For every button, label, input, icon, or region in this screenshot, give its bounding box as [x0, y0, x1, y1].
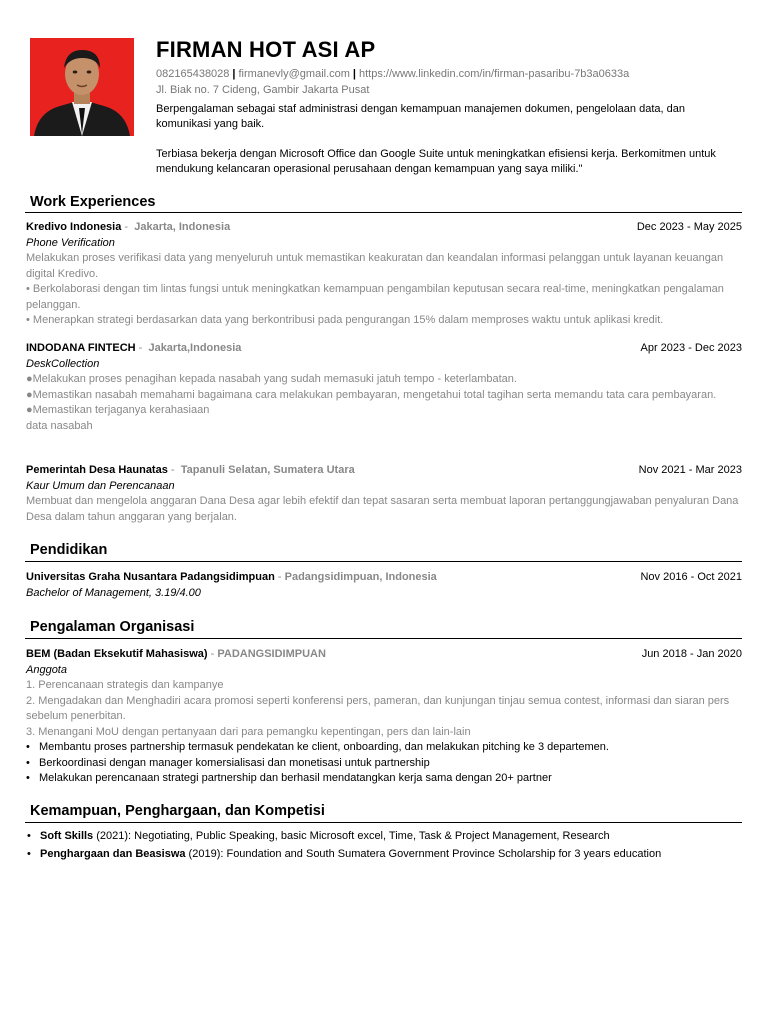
- section-title-education: Pendidikan: [30, 542, 108, 558]
- education-dates: Nov 2016 - Oct 2021: [640, 571, 742, 583]
- section-divider: [25, 561, 742, 562]
- job-location: Jakarta,Indonesia: [148, 342, 242, 354]
- skill-year: (2019):: [185, 848, 227, 860]
- section-title-work: Work Experiences: [30, 194, 156, 210]
- list-item: • Melakukan perencanaan strategi partnership dan berhasil mendatangkan kerja sama dengan 20+ partner: [38, 771, 742, 787]
- list-item: • Berkoordinasi dengan manager komersialisasi dan monetisasi untuk partnership: [38, 756, 742, 772]
- job-location: Tapanuli Selatan, Sumatera Utara: [180, 464, 355, 476]
- summary-paragraph: Terbiasa bekerja dengan Microsoft Office dan Google Suite untuk meningkatkan efisiensi kerja. Berkomitmen untuk mendukung kelancaran operasional perusahaan dengan kemampuan yang saya miliki.": [156, 148, 716, 175]
- job-dates: Dec 2023 - May 2025: [636, 221, 742, 233]
- organization-description-line: 3. Menangani MoU dengan pertanyaan dari para pemangku kepentingan, pers dan lain-lain: [26, 725, 471, 738]
- skill-text: Negotiating, Public Speaking, basic Microsoft excel, Time, Task & Project Management, Research: [134, 830, 610, 842]
- list-item: • Membantu proses partnership termasuk pendekatan ke client, onboarding, dan melakukan pitching ke 3 departemen.: [38, 740, 742, 756]
- job-description-line: ●Melakukan proses penagihan kepada nasabah yang sudah memasuki jatuh tempo - keterlambatan.: [26, 373, 517, 385]
- job-entry: Pemerintah Desa Haunatas - Tapanuli Selatan, Sumatera Utara Nov 2021 - Mar 2023 Kaur Umum dan Perencanaan Membuat dan mengelola anggaran Dana Desa agar lebih efektif dan tepat sasaran serta membuat laporan pertanggungjawaban penyaluran Dana Desa dalam tahun anggaran yang berjalan.: [26, 463, 742, 525]
- job-location: Jakarta, Indonesia: [134, 221, 231, 233]
- organization-description-line: 2. Mengadakan dan Menghadiri acara promosi seperti konferensi pers, pameran, dan kunjungan tinjau semua contest, informasi dan siaran pers sebelum penerbitan.: [26, 694, 730, 722]
- separator: |: [232, 68, 236, 80]
- job-entry: Kredivo Indonesia - Jakarta, Indonesia Dec 2023 - May 2025 Phone Verification Melakukan proses verifikasi data yang menyeluruh untuk memastikan keakuratan dan keandalan informasi pelanggan untuk layanan keuangan digital Kredivo. • Berkolaborasi dengan tim lintas fungsi untuk meningkatkan kemampuan pengambilan keputusan secara real-time, meningkatkan pengalaman pelanggan. • Menerapkan strategi berdasarkan data yang berkontribusi pada pengurangan 15% dalam memproses waktu untuk aplikasi kredit.: [26, 220, 742, 329]
- person-portrait-icon: [30, 38, 134, 136]
- job-description-line: ●Memastikan nasabah memahami bagaimana cara melakukan pembayaran, mengetahui total tagihan serta memandu tata cara pembayaran.: [26, 388, 717, 401]
- address: Jl. Biak no. 7 Cideng, Gambir Jakarta Pusat: [156, 84, 370, 96]
- job-description-line: • Menerapkan strategi berdasarkan data yang berkontribusi pada pengurangan 15% dalam memproses waktu untuk aplikasi kredit.: [26, 314, 664, 326]
- job-description-line: ●Memastikan terjaganya kerahasiaan: [26, 404, 210, 416]
- education-entry: Universitas Graha Nusantara Padangsidimpuan - Padangsidimpuan, Indonesia Nov 2016 - Oct 2021 Bachelor of Management, 3.19/4.00: [26, 570, 742, 601]
- job-description-line: • Berkolaborasi dengan tim lintas fungsi untuk meningkatkan kemampuan pengambilan keputusan secara real-time, meningkatkan pengalaman pelanggan.: [26, 283, 724, 311]
- employer-name: Pemerintah Desa Haunatas: [26, 464, 168, 476]
- skill-item: [39, 828, 742, 844]
- candidate-name: FIRMAN HOT ASI AP: [156, 37, 376, 62]
- job-dates: Nov 2021 - Mar 2023: [638, 464, 742, 476]
- profile-summary: [156, 102, 736, 177]
- organization-name: BEM (Badan Eksekutif Mahasiswa): [26, 648, 208, 660]
- skill-label: Penghargaan dan Beasiswa: [40, 848, 186, 860]
- job-role: Kaur Umum dan Perencanaan: [26, 479, 175, 492]
- section-title-organization: Pengalaman Organisasi: [30, 619, 195, 635]
- summary-paragraph: Berpengalaman sebagai staf administrasi dengan kemampuan manajemen dokumen, pengelolaan data, dan komunikasi yang baik.: [156, 103, 685, 130]
- organization-role: Anggota: [26, 663, 67, 676]
- school-name: Universitas Graha Nusantara Padangsidimpuan: [26, 571, 275, 583]
- separator: |: [352, 68, 356, 80]
- section-title-skills: Kemampuan, Penghargaan, dan Kompetisi: [30, 803, 325, 819]
- organization-location: PADANGSIDIMPUAN: [217, 648, 326, 660]
- section-divider: [25, 822, 742, 823]
- organization-dates: Jun 2018 - Jan 2020: [641, 648, 742, 660]
- job-dates: Apr 2023 - Dec 2023: [640, 342, 742, 354]
- skill-text: Foundation and South Sumatera Government Province Scholarship for 3 years education: [226, 848, 662, 860]
- resume-header: [156, 36, 746, 192]
- organization-entry: BEM (Badan Eksekutif Mahasiswa) - PADANGSIDIMPUAN Jun 2018 - Jan 2020 Anggota 1. Perencanaan strategis dan kampanye 2. Mengadakan dan Menghadiri acara promosi seperti konferensi pers, pameran, dan kunjungan tinjau semua contest, informasi dan siaran pers sebelum penerbitan. 3. Menangani MoU dengan pertanyaan dari para pemangku kepentingan, pers dan lain-lain • Membantu proses partnership termasuk pendekatan ke client, onboarding, dan melakukan pitching ke 3 departemen. • Berkoordinasi dengan manager komersialisasi dan monetisasi untuk partnership • Melakukan perencanaan strategi partnership dan berhasil mendatangkan kerja sama dengan 20+ partner: [26, 647, 742, 787]
- section-divider: [25, 212, 742, 213]
- job-description-line: data nasabah: [26, 419, 93, 432]
- linkedin-link[interactable]: https://www.linkedin.com/in/firman-pasaribu-7b3a0633a: [359, 68, 630, 80]
- skills-list: [26, 828, 742, 862]
- profile-photo: [30, 38, 134, 136]
- contact-line: [156, 67, 746, 82]
- organization-bullet-list: [26, 740, 742, 787]
- employer-name: Kredivo Indonesia: [26, 221, 122, 233]
- job-description-line: Melakukan proses verifikasi data yang menyeluruh untuk memastikan keakuratan dan keandalan informasi pelanggan untuk layanan keuangan digital Kredivo.: [26, 252, 724, 280]
- organization-description-line: 1. Perencanaan strategis dan kampanye: [26, 679, 224, 691]
- employer-name: INDODANA FINTECH: [26, 342, 136, 354]
- job-role: DeskCollection: [26, 357, 100, 370]
- school-location: Padangsidimpuan, Indonesia: [284, 571, 437, 583]
- skill-item: [39, 846, 742, 862]
- job-description-line: Membuat dan mengelola anggaran Dana Desa agar lebih efektif dan tepat sasaran serta membuat laporan pertanggungjawaban penyaluran Dana Desa dalam tahun anggaran yang berjalan.: [26, 495, 739, 523]
- job-entry: INDODANA FINTECH - Jakarta,Indonesia Apr 2023 - Dec 2023 DeskCollection ●Melakukan proses penagihan kepada nasabah yang sudah memasuki jatuh tempo - keterlambatan. ●Memastikan nasabah memahami bagaimana cara melakukan pembayaran, mengetahui total tagihan serta memandu tata cara pembayaran. ●Memastikan terjaganya kerahasiaan data nasabah: [26, 341, 742, 434]
- degree: Bachelor of Management, 3.19/4.00: [26, 586, 201, 599]
- email-link[interactable]: firmanevly@gmail.com: [238, 68, 350, 80]
- phone-number: 082165438028: [156, 68, 230, 80]
- job-role: Phone Verification: [26, 236, 115, 249]
- section-divider: [25, 638, 742, 639]
- skill-label: Soft Skills: [40, 830, 94, 842]
- skill-year: (2021):: [93, 830, 135, 842]
